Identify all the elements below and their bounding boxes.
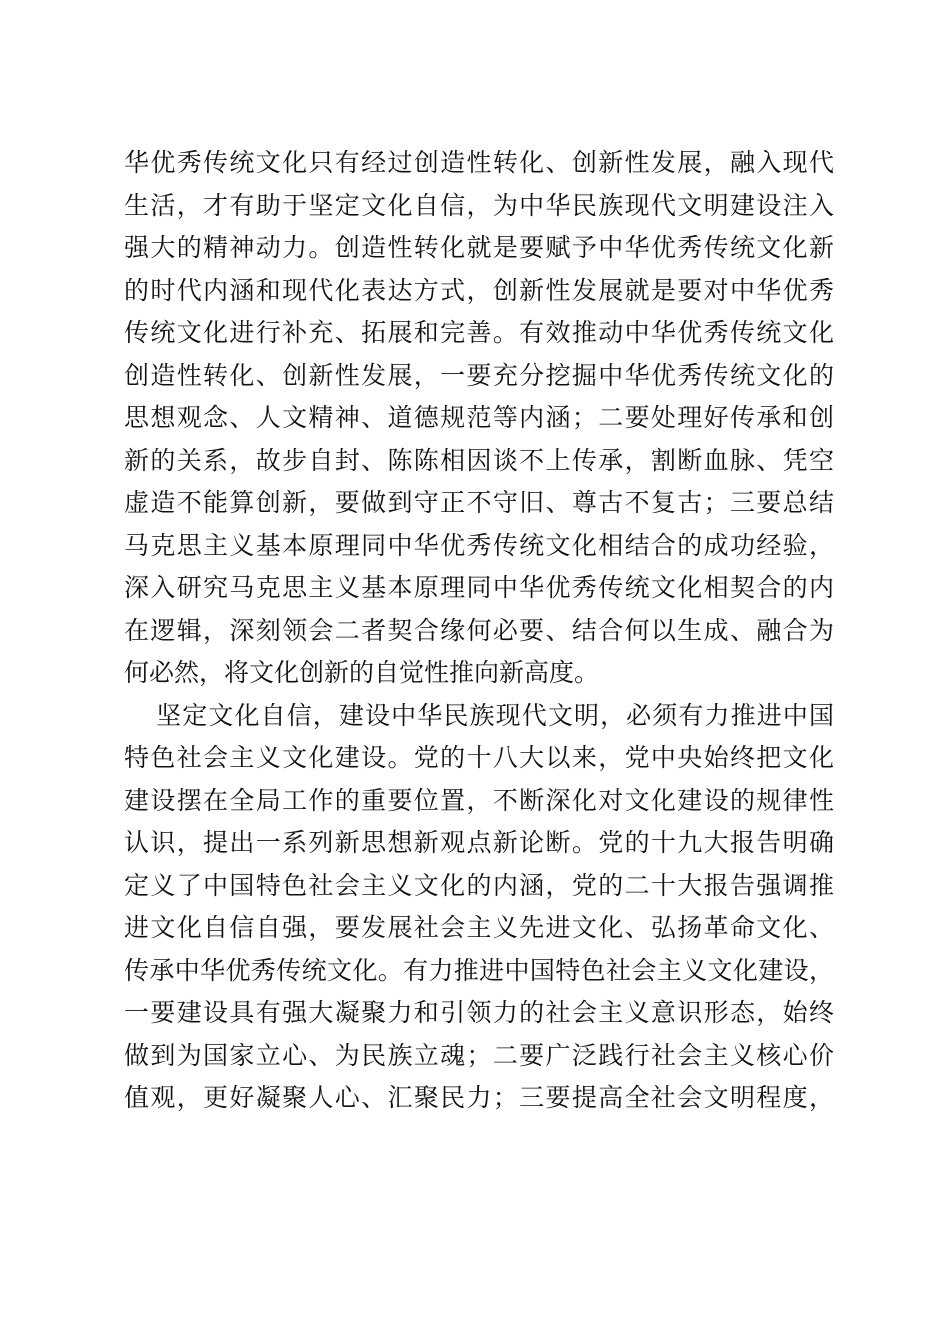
text-line: 创造性转化、创新性发展，一要充分挖掘中华优秀传统文化的 xyxy=(124,360,834,390)
text-line: 深入研究马克思主义基本原理同中华优秀传统文化相契合的内 xyxy=(124,573,834,602)
text-line: 定义了中国特色社会主义文化的内涵，党的二十大报告强调推 xyxy=(124,870,834,900)
text-line: 做到为国家立心、为民族立魂；二要广泛践行社会主义核心价 xyxy=(124,1040,834,1070)
body-text xyxy=(124,142,834,1120)
text-line: 进文化自信自强，要发展社会主义先进文化、弘扬革命文化、 xyxy=(124,913,834,942)
text-line: 虚造不能算创新，要做到守正不守旧、尊古不复古；三要总结 xyxy=(124,488,834,517)
text-line: 新的关系，故步自封、陈陈相因谈不上传承，割断血脉、凭空 xyxy=(124,445,834,475)
text-line: 在逻辑，深刻领会二者契合缘何必要、结合何以生成、融合为 xyxy=(124,615,834,645)
text-line: 马克思主义基本原理同中华优秀传统文化相结合的成功经验， xyxy=(124,530,834,560)
text-line: 一要建设具有强大凝聚力和引领力的社会主义意识形态，始终 xyxy=(124,998,834,1027)
text-line: 认识，提出一系列新思想新观点新论断。党的十九大报告明确 xyxy=(124,828,834,857)
text-line: 建设摆在全局工作的重要位置，不断深化对文化建设的规律性 xyxy=(124,785,834,815)
text-line: 特色社会主义文化建设。党的十八大以来，党中央始终把文化 xyxy=(124,743,834,772)
text-line: 生活，才有助于坚定文化自信，为中华民族现代文明建设注入 xyxy=(124,190,834,220)
text-line: 何必然，将文化创新的自觉性推向新高度。 xyxy=(124,658,600,687)
text-line: 强大的精神动力。创造性转化就是要赋予中华优秀传统文化新 xyxy=(124,233,834,262)
paragraph-2 xyxy=(124,695,834,1120)
paragraph-1 xyxy=(124,142,834,695)
text-line: 值观，更好凝聚人心、汇聚民力；三要提高全社会文明程度， xyxy=(124,1083,834,1112)
text-line: 思想观念、人文精神、道德规范等内涵；二要处理好传承和创 xyxy=(124,403,834,432)
text-line: 坚定文化自信，建设中华民族现代文明，必须有力推进中国 xyxy=(130,700,834,730)
text-line: 传承中华优秀传统文化。有力推进中国特色社会主义文化建设， xyxy=(124,955,834,985)
text-line: 传统文化进行补充、拓展和完善。有效推动中华优秀传统文化 xyxy=(124,318,834,347)
text-line: 华优秀传统文化只有经过创造性转化、创新性发展，融入现代 xyxy=(124,148,834,177)
text-line: 的时代内涵和现代化表达方式，创新性发展就是要对中华优秀 xyxy=(124,275,834,305)
